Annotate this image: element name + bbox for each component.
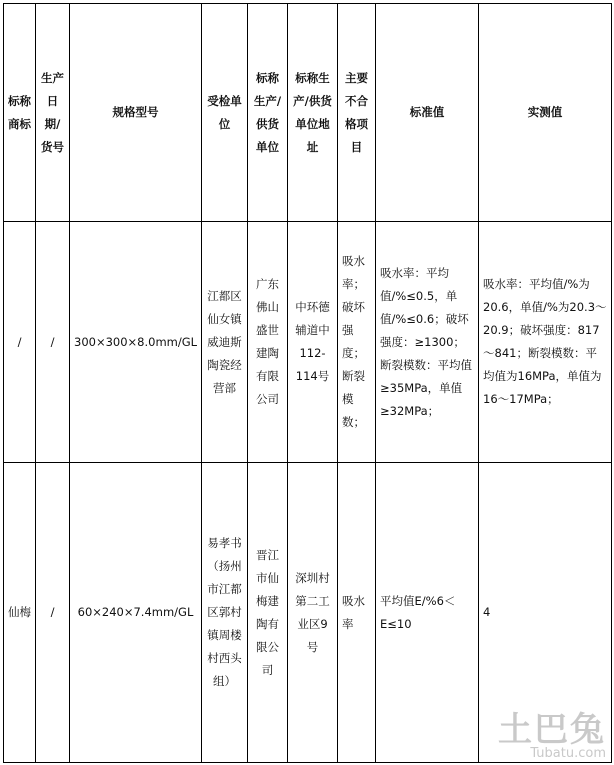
cell-standard: 平均值E/%6＜E≤10 xyxy=(376,463,479,763)
header-producer: 标称生产/供货单位 xyxy=(248,4,288,222)
cell-main-failures: 吸水率 xyxy=(338,463,376,763)
header-main-failures: 主要不合格项目 xyxy=(338,4,376,222)
cell-measured: 4 xyxy=(479,463,612,763)
header-date-batch: 生产日期/货号 xyxy=(36,4,70,222)
watermark-cn: 土巴兔 xyxy=(498,710,606,750)
header-inspected-unit: 受检单位 xyxy=(202,4,248,222)
cell-spec: 300×300×8.0mm/GL xyxy=(70,222,202,463)
cell-producer: 广东佛山盛世建陶有限公司 xyxy=(248,222,288,463)
cell-measured: 吸水率：平均值/%为20.6，单值/%为20.3～20.9；破坏强度：817～841；断裂模数：平均值为16MPa，单值为16～17MPa； xyxy=(479,222,612,463)
watermark-logo xyxy=(498,710,606,761)
inspection-results-table xyxy=(3,3,612,763)
cell-inspected-unit: 易孝书（扬州市江都区郭村镇周楼村西头组） xyxy=(202,463,248,763)
header-producer-address: 标称生产/供货单位地址 xyxy=(288,4,338,222)
cell-brand: 仙梅 xyxy=(4,463,36,763)
cell-standard: 吸水率：平均值/%≤0.5，单值/%≤0.6；破坏强度：≥1300；断裂模数：平均值≥35MPa，单值≥32MPa； xyxy=(376,222,479,463)
header-measured: 实测值 xyxy=(479,4,612,222)
cell-date-batch: / xyxy=(36,222,70,463)
watermark-en: Tubatu.com xyxy=(530,746,606,761)
cell-inspected-unit: 江都区仙女镇威迪斯陶瓷经营部 xyxy=(202,222,248,463)
cell-main-failures: 吸水率；破坏强度；断裂模数； xyxy=(338,222,376,463)
header-standard: 标准值 xyxy=(376,4,479,222)
cell-spec: 60×240×7.4mm/GL xyxy=(70,463,202,763)
cell-producer-address: 深圳村第二工业区9号 xyxy=(288,463,338,763)
cell-producer: 晋江市仙梅建陶有限公司 xyxy=(248,463,288,763)
cell-producer-address: 中环德辅道中112-114号 xyxy=(288,222,338,463)
header-spec: 规格型号 xyxy=(70,4,202,222)
cell-brand: / xyxy=(4,222,36,463)
header-row xyxy=(4,4,612,222)
cell-date-batch: / xyxy=(36,463,70,763)
header-brand: 标称商标 xyxy=(4,4,36,222)
table-row xyxy=(4,222,612,463)
